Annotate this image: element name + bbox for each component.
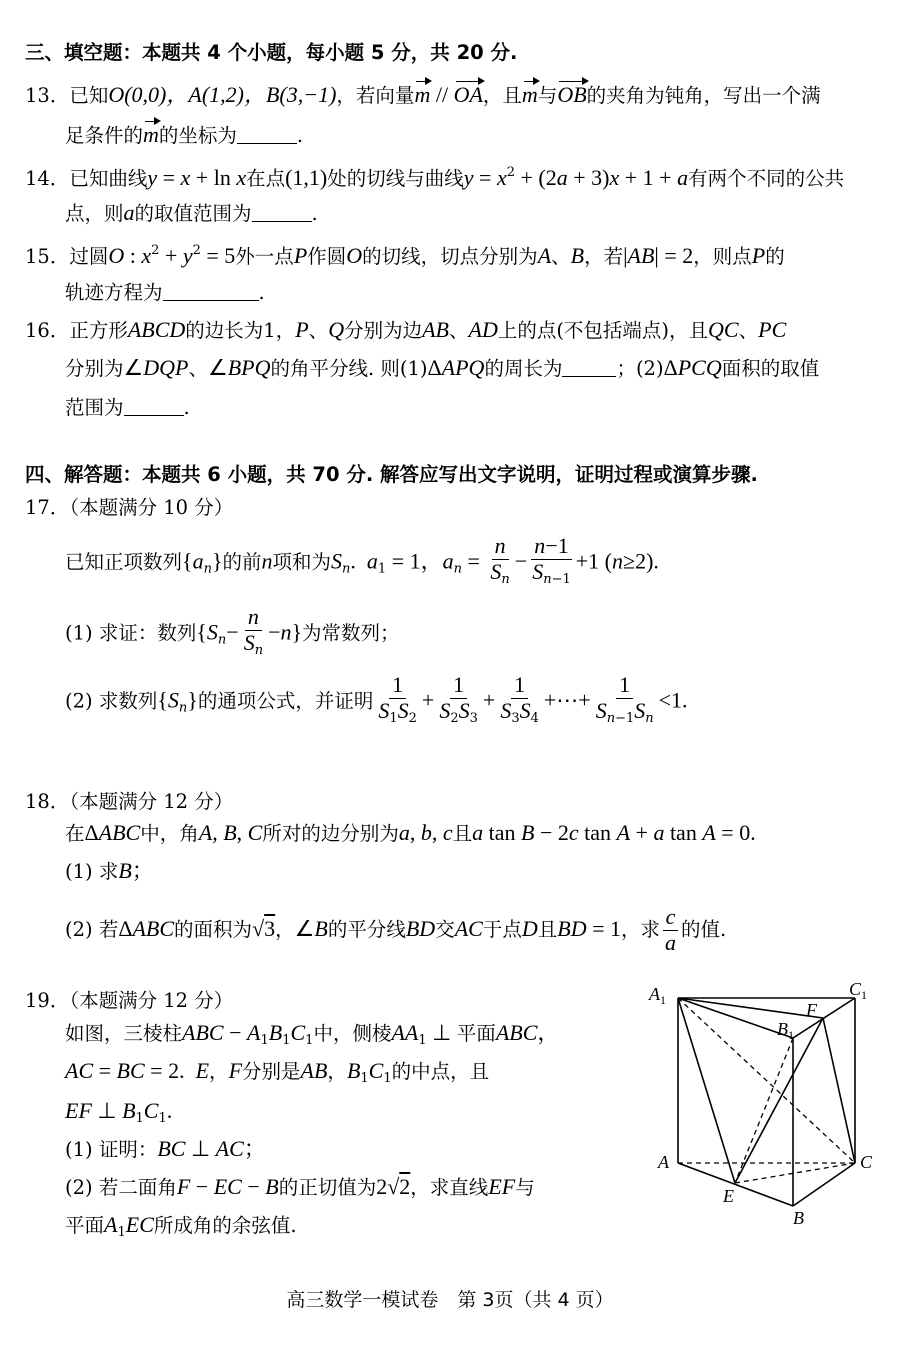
question-13-line-1: 13．已知O(0,0)，A(1,2)，B(3,−1)，若向量m // OA，且m与OB的夹角为钝角，写出一个满: [25, 82, 821, 107]
question-18-part-1: (1) 求B；: [65, 858, 154, 883]
question-18-part-2: (2) 若ΔABC的面积为√3，∠B的平分线BD交AC于点D且BD = 1，求 $\frac{c}{a}$ 的值.: [65, 904, 727, 955]
label-F: F: [806, 1000, 817, 1020]
question-15-line-1: 15．过圆O : $x^2 + y^2 = 5$外一点P作圆O的切线，切点分别为A、B，若|AB| = 2，则点P的: [25, 243, 785, 268]
answer-blank-16b: [124, 397, 184, 416]
section-title-solutions: 四、解答题：本题共 6 小题，共 70 分. 解答应写出文字说明，证明过程或演算步骤.: [25, 463, 758, 486]
question-15-line-2: 轨迹方程为 .: [65, 281, 265, 304]
question-16-line-3: 范围为 .: [65, 396, 190, 419]
answer-blank-16a: [562, 358, 616, 377]
question-19-part-2-cont: 平面$A_1EC$所成角的余弦值.: [65, 1212, 297, 1240]
question-17-header: 17．（本题满分 10 分）: [25, 496, 234, 519]
answer-blank-14: [252, 203, 312, 222]
question-17-part-2: (2) 求数列$\{S_n\}$的通项公式，并证明 $\frac{1}{S_1S_2}$ + $\frac{1}{S_2S_3}$ + $\frac{1}{S_3S_4}$ +⋯+ $\frac{1}{S_{n-1}S_n}$ <1.: [65, 672, 688, 726]
question-16-line-1: 16．正方形ABCD的边长为1，P、Q分别为边AB、AD上的点(不包括端点)，且QC、PC: [25, 317, 787, 342]
label-B1: $B_1$: [777, 1019, 794, 1042]
question-19-part-1: (1) 证明：BC ⊥ AC；: [65, 1136, 266, 1161]
answer-blank-13: [237, 125, 297, 144]
question-17-part-1: (1) 求证：数列{$S_n-$ $\frac{n}{S_n}$ −n}为常数列；: [65, 604, 400, 658]
question-19-header: 19．（本题满分 12 分）: [25, 989, 234, 1012]
question-16-line-2: 分别为∠DQP、∠BPQ的角平分线. 则(1)ΔAPQ的周长为 ；(2)ΔPCQ面积的取值: [65, 355, 820, 380]
question-19-stem-3: EF ⊥ $B_1C_1$.: [65, 1098, 173, 1126]
answer-blank-15: [163, 282, 259, 301]
label-E: E: [723, 1186, 734, 1206]
label-C: C: [860, 1152, 873, 1172]
label-A1: $A_1$: [649, 984, 666, 1007]
question-18-stem: 在ΔABC中，角A, B, C所对的边分别为a, b, c且a tan B − 2c tan A + a tan A = 0.: [65, 820, 756, 845]
question-19-part-2: (2) 若二面角F − EC − B的正切值为2√2，求直线EF与: [65, 1174, 535, 1199]
label-C1: $C_1$: [849, 979, 868, 1002]
question-19-stem-2: AC = BC = 2. E，F分别是AB，$B_1C_1$的中点，且: [65, 1058, 490, 1086]
question-19-stem-1: 如图，三棱柱ABC − $A_1B_1C_1$中，侧棱$AA_1$ ⊥ 平面ABC，: [65, 1020, 560, 1048]
question-17-stem: 已知正项数列$\{a_n\}$的前n项和为$S_n$. $a_1 = 1$，$a_n$ = $\frac{n}{S_n}$ − $\frac{n-1}{S_{n-1}}$ +1 (n≥2).: [65, 533, 659, 587]
question-13-line-2: 足条件的m的坐标为 .: [65, 122, 304, 147]
question-18-header: 18．（本题满分 12 分）: [25, 790, 234, 813]
label-B: B: [793, 1208, 804, 1228]
label-A: A: [658, 1152, 669, 1172]
prism-figure: [645, 978, 880, 1238]
question-14-line-2: 点，则a的取值范围为 .: [65, 200, 318, 225]
section-title-fill-in: 三、填空题：本题共 4 个小题，每小题 5 分，共 20 分.: [25, 41, 518, 64]
question-14-line-1: 14．已知曲线y = x + ln x在点(1,1)处的切线与曲线$y = x^2 + (2a + 3)x + 1 + a$有两个不同的公共: [25, 165, 845, 190]
page-footer: 高三数学一模试卷 第 3页（共 4 页）: [286, 1289, 614, 1311]
